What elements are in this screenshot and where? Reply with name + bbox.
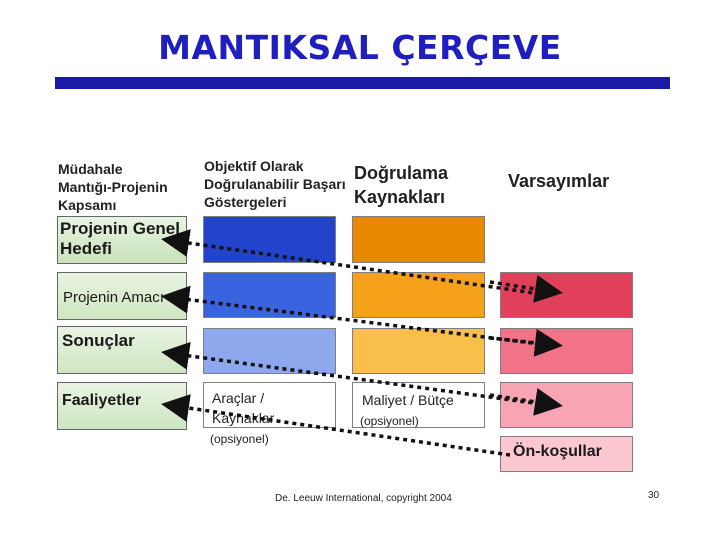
source-cell-results (352, 328, 485, 374)
footer-copyright: De. Leeuw International, copyright 2004 (275, 493, 452, 504)
title-underline (55, 77, 670, 89)
indicator-cell-purpose (203, 272, 336, 318)
source-cell-purpose (352, 272, 485, 318)
preconditions-text: Ön-koşullar (513, 443, 602, 460)
row-label-goal (57, 216, 187, 264)
row-goal-text: Projenin Genel Hedefi (60, 219, 180, 258)
page-number: 30 (648, 490, 660, 501)
header-indicators: Objektif Olarak Doğrulanabilir Başarı Göstergeleri (204, 158, 346, 210)
source-cell-goal (352, 216, 485, 263)
indicator-cell-results (203, 328, 336, 374)
row-purpose-text: Projenin Amacı (63, 289, 164, 306)
header-verification-line1: Doğrulama (354, 163, 449, 183)
assumption-cell-results (500, 328, 633, 374)
header-intervention-logic: Müdahale Mantığı-Projenin Kapsamı (58, 161, 168, 213)
header-assumptions: Varsayımlar (508, 171, 610, 191)
indicator-cell-goal (203, 216, 336, 263)
row-results-text: Sonuçlar (62, 331, 135, 350)
row-label-results (57, 326, 187, 374)
header-verification-line2: Kaynakları (354, 187, 446, 207)
assumption-cell-purpose (500, 272, 633, 318)
cost-optional-note: (opsiyonel) (360, 414, 419, 428)
row-activities-text: Faaliyetler (62, 392, 142, 409)
assumption-cell-activities (500, 382, 633, 428)
cost-label: Maliyet / Bütçe (362, 392, 454, 408)
page-title: MANTIKSAL ÇERÇEVE (158, 28, 562, 67)
row-label-activities (57, 382, 187, 430)
preconditions-box (500, 436, 633, 472)
means-label: Araçlar / Kaynaklar (212, 390, 275, 426)
means-optional-note: (opsiyonel) (210, 432, 269, 446)
row-label-purpose (57, 272, 187, 320)
